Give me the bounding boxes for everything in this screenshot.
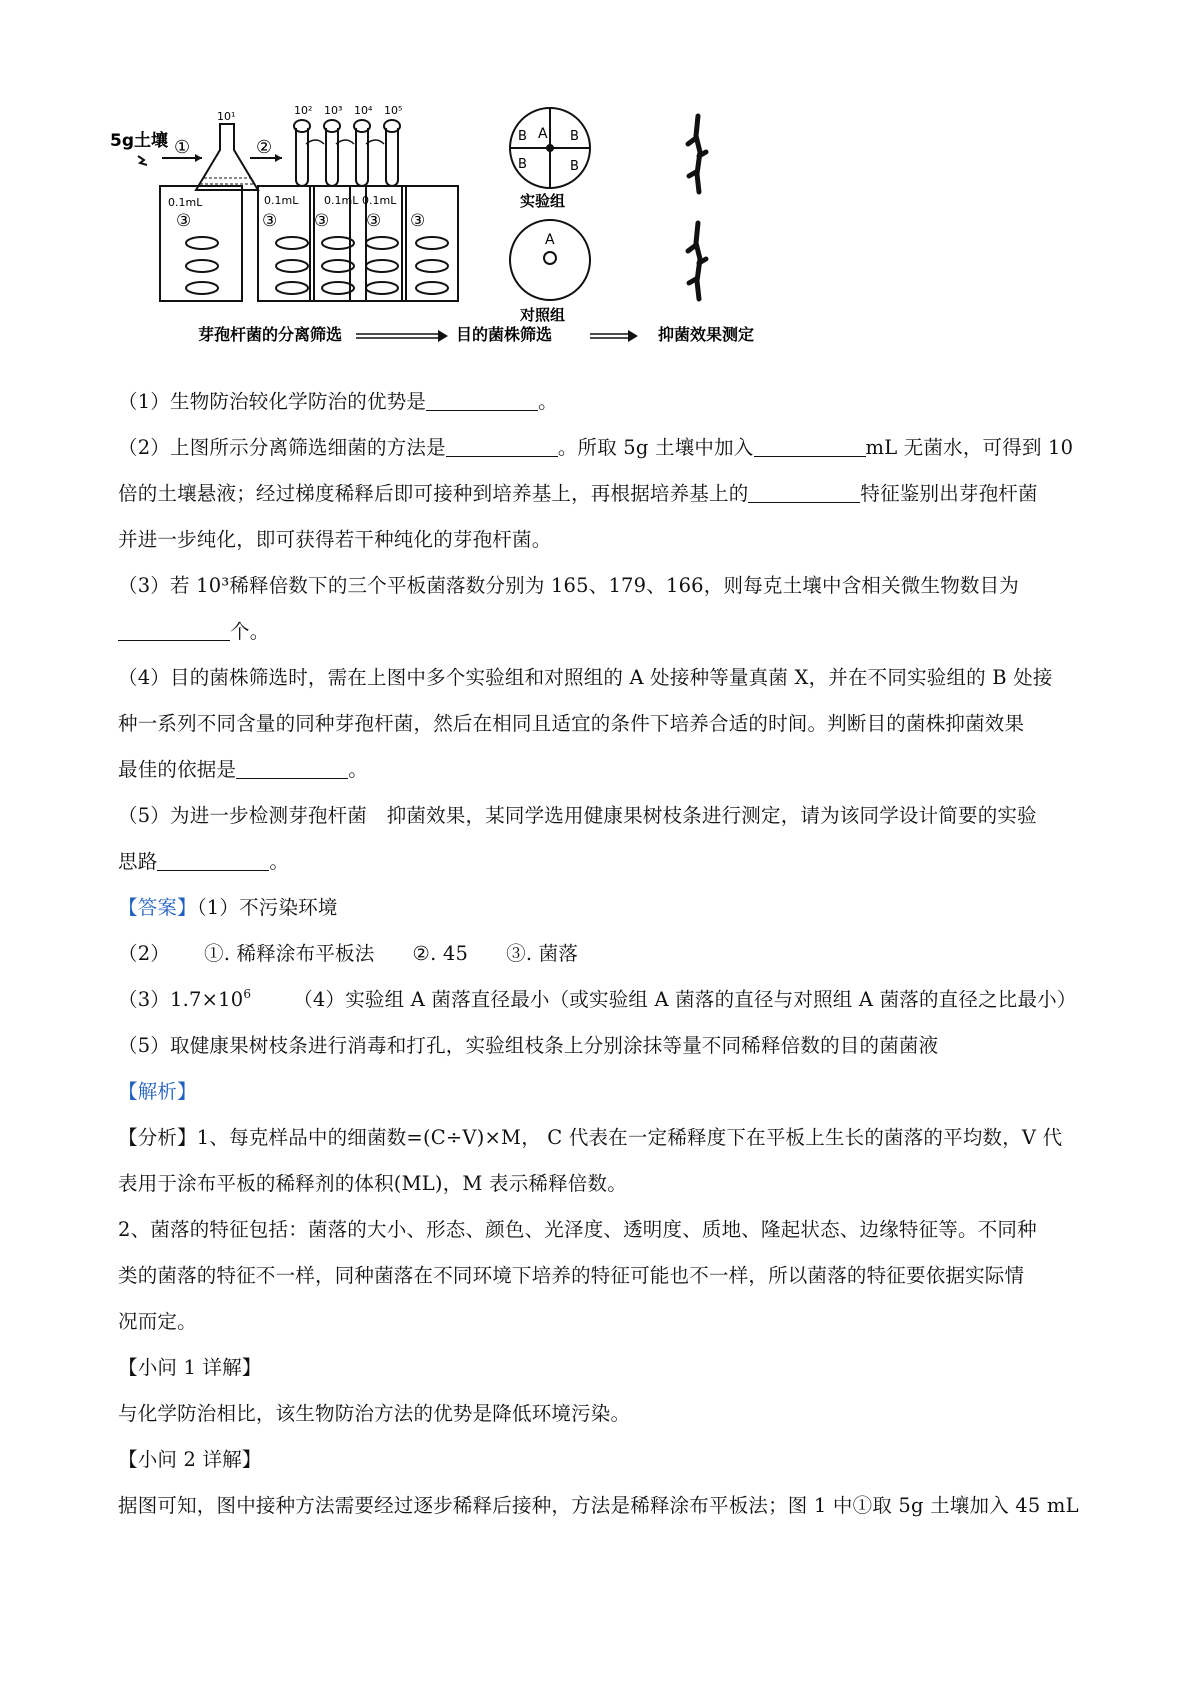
step1-label: ①: [174, 137, 191, 158]
tube-dilution: 10²: [294, 104, 313, 117]
q2-text: 倍的土壤悬液；经过梯度稀释后即可接种到培养基上，再根据培养基上的: [118, 482, 749, 505]
q2-text: 。所取 5g 土壤中加入: [557, 436, 754, 459]
transfer-arrow: [306, 140, 384, 144]
sub-question-1-title: 【小问 1 详解】: [118, 1356, 262, 1379]
q1-tail: 。: [538, 390, 558, 413]
culture-plate: [276, 282, 308, 294]
volume-label: 0.1mL: [264, 194, 299, 207]
q4-text: 种一系列不同含量的同种芽孢杆菌，然后在相同且适宜的条件下培养合适的时间。判断目的菌株抑菌效果: [118, 712, 1025, 735]
test-tube: [296, 128, 308, 186]
branch-samples: [688, 116, 706, 299]
culture-plate: [416, 237, 448, 249]
test-tube: [386, 128, 398, 186]
culture-plate: [416, 282, 448, 294]
plate-label-a: A: [545, 232, 555, 248]
culture-plate: [186, 237, 218, 249]
answer-2-part-3: ③. 菌落: [506, 942, 579, 965]
sub-question-2-text: 据图可知，图中接种方法需要经过逐步稀释后接种，方法是稀释涂布平板法；图 1 中①取 5g 土壤加入 45 mL: [118, 1494, 1079, 1517]
step3-label: ③: [262, 211, 278, 231]
culture-plate: [366, 282, 398, 294]
culture-plate: [186, 260, 218, 272]
analysis-p2-line-1: 2、菌落的特征包括：菌落的大小、形态、颜色、光泽度、透明度、质地、隆起状态、边缘特征等。不同种: [118, 1218, 1037, 1241]
answer-5: （5）取健康果树枝条进行消毒和打孔，实验组枝条上分别涂抹等量不同稀释倍数的目的菌菌液: [118, 1034, 939, 1057]
tube-dilution: 10⁴: [354, 104, 373, 117]
caption-stage2: 目的菌株筛选: [456, 325, 553, 344]
test-tube: [326, 128, 338, 186]
caption-stage1: 芽孢杆菌的分离筛选: [198, 325, 343, 344]
answer-label: 【答案】: [118, 896, 197, 919]
center-mark: [546, 144, 554, 152]
plate-label-b: B: [570, 129, 579, 144]
tube-cap: [384, 120, 400, 132]
q5-tail: 。: [269, 850, 290, 873]
volume-label: 0.1mL: [362, 194, 397, 207]
q5-text: 思路: [118, 850, 158, 873]
question-3-line-2: [118, 618, 1098, 646]
tube-dilution: 10³: [324, 104, 343, 117]
volume-label: 0.1mL: [168, 196, 203, 209]
tube-dilution: 10⁵: [384, 104, 403, 117]
step3-label: ③: [366, 211, 382, 231]
caption-arrow-head: [438, 330, 448, 342]
step3-label: ③: [314, 211, 330, 231]
tube-cap: [294, 120, 310, 132]
question-4-line-1: [118, 664, 1098, 692]
question-2-line-3: [118, 526, 1098, 554]
plate-label-b: B: [518, 129, 527, 144]
culture-plate: [366, 260, 398, 272]
answer-line-3: [118, 986, 1098, 1014]
answer-1: （1）不污染环境: [196, 896, 338, 919]
question-2-line-2: [118, 480, 1098, 508]
question-4-line-3: [118, 756, 1098, 784]
test-tube: [356, 128, 368, 186]
analysis-p2-line-2: 类的菌落的特征不一样，同种菌落在不同环境下培养的特征可能也不一样，所以菌落的特征要依据实际情: [118, 1264, 1025, 1287]
question-3-line-1: [118, 572, 1098, 600]
sub-question-1-text: 与化学防治相比，该生物防治方法的优势是降低环境污染。: [118, 1402, 631, 1425]
answer-line-2: [118, 940, 1098, 968]
sub-question-2-title: 【小问 2 详解】: [118, 1448, 262, 1471]
question-5-line-2: [118, 848, 1098, 876]
answer-4: （4）实验组 A 菌落直径最小（或实验组 A 菌落的直径与对照组 A 菌落的直径之比最小）: [293, 988, 1077, 1011]
caption-arrow-head: [628, 330, 638, 342]
soil-label: 5g土壤: [110, 131, 168, 151]
analysis-label: 【解析】: [118, 1080, 197, 1103]
control-plate: [510, 220, 590, 324]
experiment-group-label: 实验组: [520, 192, 566, 210]
answer-blank: [157, 850, 269, 871]
arrow-1-head: [195, 154, 202, 162]
arrow-2-head: [275, 154, 282, 162]
answer-blank: [118, 620, 230, 641]
q1-text: （1）生物防治较化学防治的优势是: [118, 390, 427, 413]
q2-text: （2）上图所示分离筛选细菌的方法是: [118, 436, 446, 459]
step3-label: ③: [410, 211, 426, 231]
q2-text: mL 无菌水，可得到 10: [865, 436, 1074, 459]
tube-cap: [354, 120, 370, 132]
answer-3: （3）1.7×10: [118, 988, 244, 1011]
question-5-line-1: [118, 802, 1098, 830]
soil-icon: [138, 156, 147, 165]
caption-stage3: 抑菌效果测定: [658, 325, 755, 344]
q2-text: 特征鉴别出芽孢杆菌: [860, 482, 1038, 505]
q4-tail: 。: [348, 758, 368, 781]
plate-label-a: A: [538, 126, 548, 142]
answer-line-1: [118, 894, 1098, 922]
culture-plate: [186, 282, 218, 294]
answer-blank: [426, 390, 538, 411]
experiment-plate: [510, 108, 590, 210]
plating-frame: [402, 186, 458, 301]
flask-icon: [196, 124, 258, 190]
diagram-svg: [110, 98, 870, 378]
q2-text: 并进一步纯化，即可获得若干种纯化的芽孢杆菌。: [118, 528, 552, 551]
answer-blank: [236, 758, 348, 779]
analysis-p2-line-3: 况而定。: [118, 1310, 197, 1333]
culture-plate: [276, 237, 308, 249]
answer-blank: [446, 436, 558, 457]
answer-blank: [754, 436, 866, 457]
tube-cap: [324, 120, 340, 132]
answer-2-part-1: ①. 稀释涂布平板法: [204, 942, 375, 965]
control-group-label: 对照组: [520, 306, 566, 324]
plate-label-b: B: [518, 157, 527, 172]
step2-label: ②: [256, 137, 273, 158]
step3-label: ③: [176, 211, 192, 231]
experiment-diagram: [110, 98, 870, 378]
question-4-line-2: [118, 710, 1098, 738]
q4-text: 最佳的依据是: [118, 758, 237, 781]
answer-blank: [748, 482, 860, 503]
volume-label: 0.1mL: [324, 194, 359, 207]
colony-mark: [544, 252, 556, 264]
analysis-p1-line-1: 【分析】1、每克样品中的细菌数=(C÷V)×M， C 代表在一定稀释度下在平板上生长的菌落的平均数，V 代: [118, 1126, 1063, 1149]
culture-plate: [366, 237, 398, 249]
answer-2-number: （2）: [118, 942, 171, 965]
plate-label-b: B: [570, 159, 579, 174]
answer-line-4: [118, 1032, 1098, 1060]
answer-3-exponent: 6: [243, 987, 252, 1001]
plating-frames: [160, 186, 458, 301]
q4-text: （4）目的菌株筛选时，需在上图中多个实验组和对照组的 A 处接种等量真菌 X，并在不同实验组的 B 处接: [118, 666, 1053, 689]
q3-text: （3）若 10³稀释倍数下的三个平板菌落数分别为 165、179、166，则每克土壤中含相关微生物数目为: [118, 574, 1019, 597]
question-1: [118, 388, 1098, 416]
analysis-p1-line-2: 表用于涂布平板的稀释剂的体积(ML)，M 表示稀释倍数。: [118, 1172, 627, 1195]
q3-tail: 个。: [230, 620, 270, 643]
q5-text: （5）为进一步检测芽孢杆菌 抑菌效果，某同学选用健康果树枝条进行测定，请为该同学设计简要的实验: [118, 804, 1037, 827]
dilution-tubes: [294, 104, 402, 186]
question-2-line-1: [118, 434, 1098, 462]
culture-plate: [416, 260, 448, 272]
flask-dilution: 10¹: [217, 110, 236, 123]
answer-2-part-2: ②. 45: [412, 942, 469, 965]
culture-plate: [276, 260, 308, 272]
